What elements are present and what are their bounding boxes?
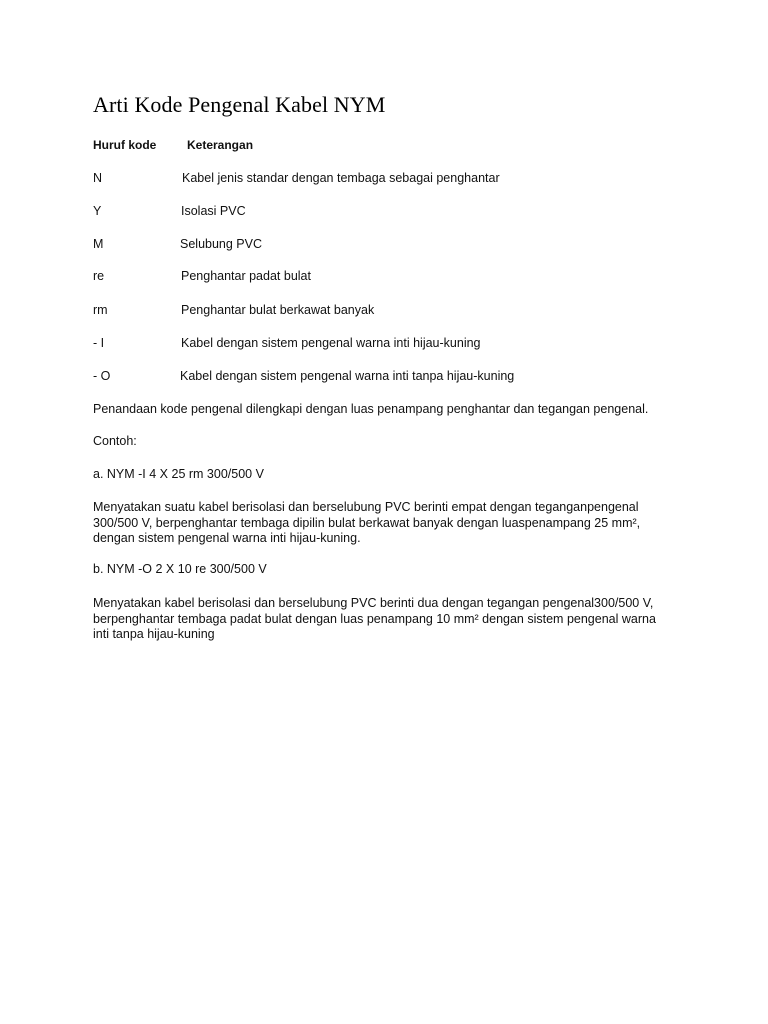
code-description: Penghantar bulat berkawat banyak (181, 303, 375, 317)
example-b-code: b. NYM -O 2 X 10 re 300/500 V (93, 562, 267, 576)
code-description: Kabel dengan sistem pengenal warna inti tanpa hijau-kuning (180, 369, 515, 383)
paragraph-line: Menyatakan kabel berisolasi dan berselubung PVC berinti dua dengan tegangan pengenal300/500 V, (93, 596, 654, 610)
code-row (0, 269, 768, 285)
code-letter: N (93, 171, 103, 185)
code-description: Selubung PVC (180, 237, 263, 251)
paragraph-line: berpenghantar tembaga padat bulat dengan luas penampang 10 mm² dengan sistem pengenal warna (93, 611, 656, 626)
page-title: Arti Kode Pengenal Kabel NYM (93, 92, 386, 117)
paragraph-line: dengan sistem pengenal warna inti hijau-kuning. (93, 531, 361, 545)
code-letter: rm (93, 303, 108, 317)
code-description: Kabel dengan sistem pengenal warna inti hijau-kuning (181, 336, 481, 350)
column-header-description: Keterangan (187, 138, 254, 152)
example-a-code: a. NYM -I 4 X 25 rm 300/500 V (93, 467, 264, 481)
code-row (0, 237, 768, 253)
code-letter: - I (93, 336, 105, 350)
code-row (0, 369, 768, 385)
note-text: Penandaan kode pengenal dilengkapi dengan luas penampang penghantar dan tegangan pengenal. (93, 402, 649, 416)
column-header-code: Huruf kode (93, 138, 157, 152)
code-description: Penghantar padat bulat (181, 269, 311, 283)
code-row (0, 336, 768, 352)
code-letter: re (93, 269, 105, 283)
code-letter: Y (93, 204, 102, 218)
code-description: Kabel jenis standar dengan tembaga sebagai penghantar (182, 171, 500, 185)
example-a-explanation (93, 500, 693, 547)
code-row (0, 171, 768, 187)
code-row (0, 303, 768, 319)
paragraph-line: inti tanpa hijau-kuning (93, 627, 215, 641)
code-row (0, 204, 768, 220)
code-letter: - O (93, 369, 111, 383)
code-description: Isolasi PVC (181, 204, 246, 218)
code-letter: M (93, 237, 104, 251)
paragraph-line: Menyatakan suatu kabel berisolasi dan berselubung PVC berinti empat dengan teganganpengenal (93, 500, 639, 514)
example-b-explanation (93, 596, 693, 643)
paragraph-line: 300/500 V, berpenghantar tembaga dipilin bulat berkawat banyak dengan luaspenampang 25 mm², (93, 515, 641, 530)
example-label: Contoh: (93, 434, 137, 448)
